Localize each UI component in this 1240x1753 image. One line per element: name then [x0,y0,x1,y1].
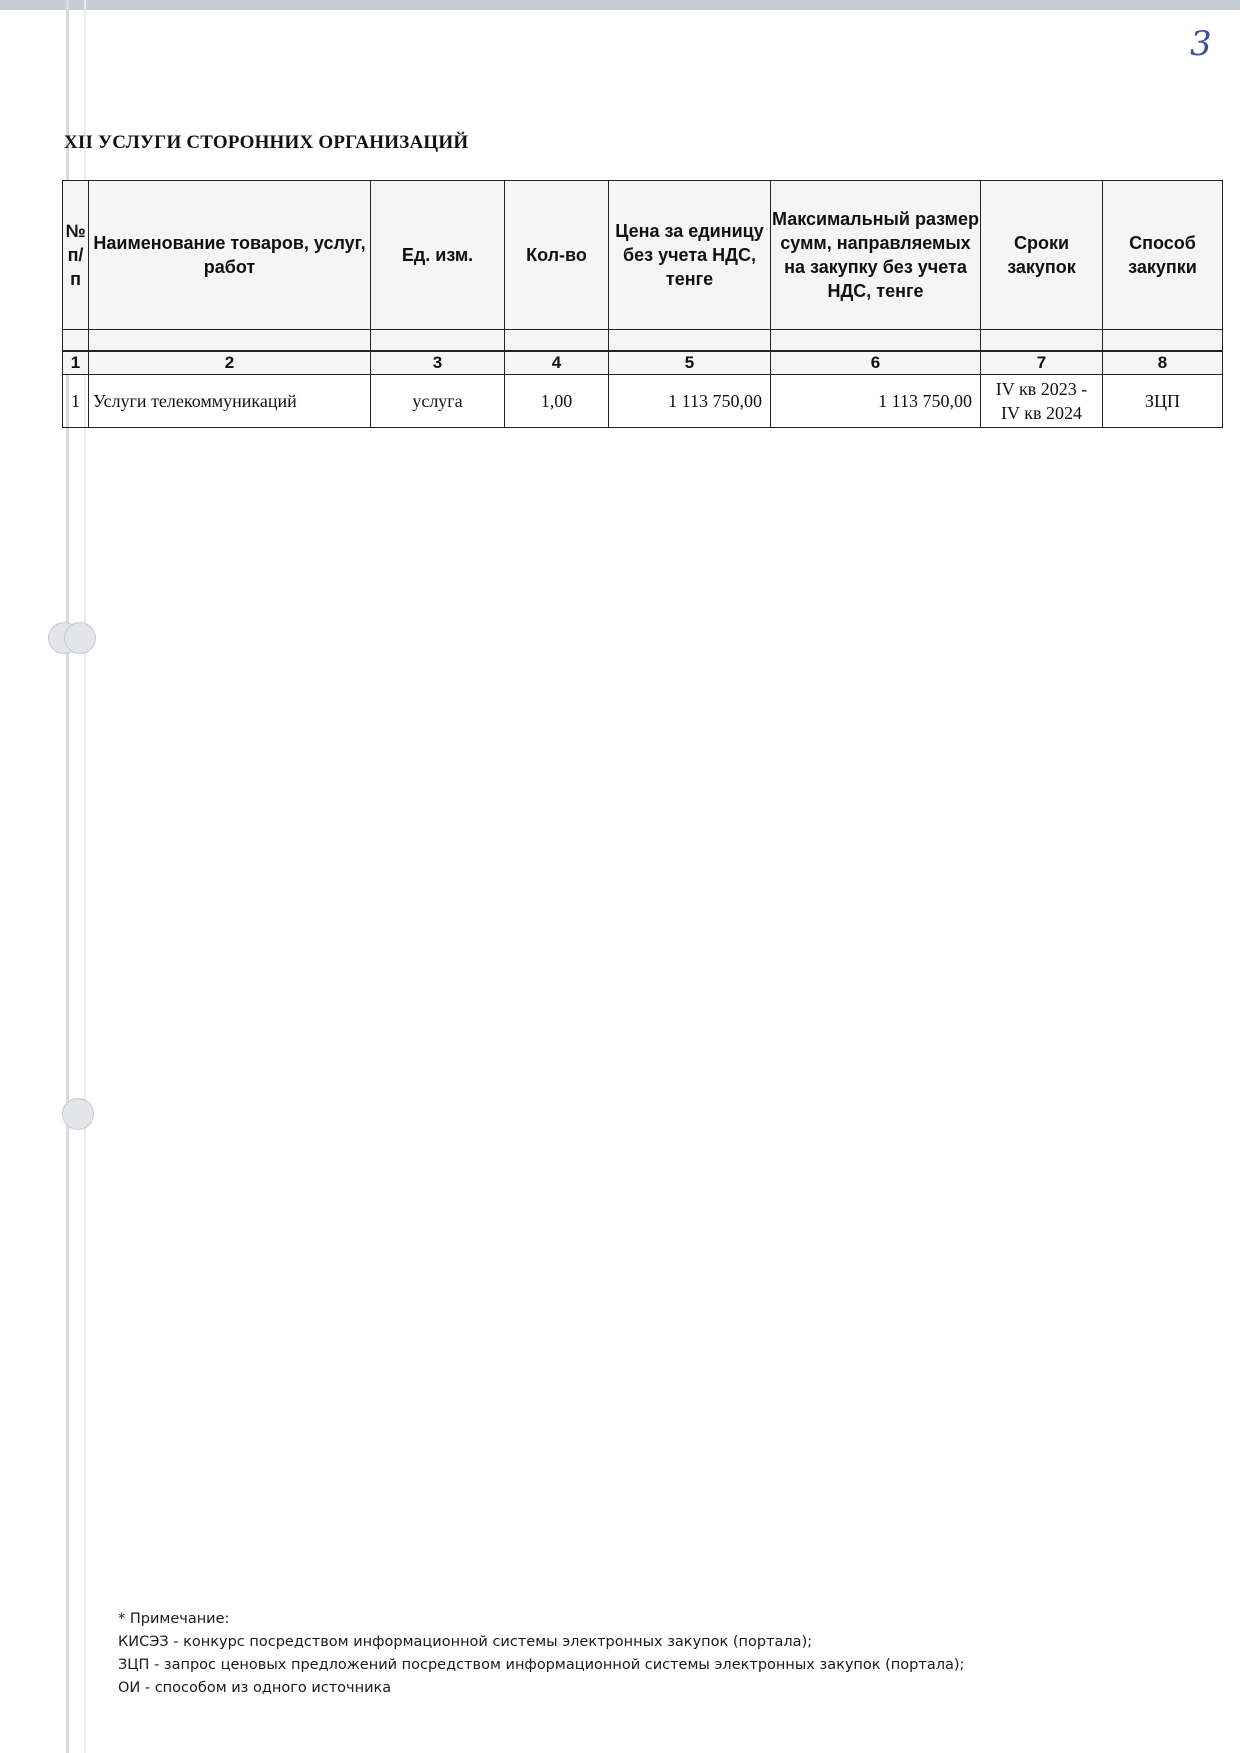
procurement-table [62,180,1223,428]
column-number: 1 [63,351,89,375]
table-header-row [63,181,1223,330]
column-number: 4 [505,351,609,375]
scan-top-edge [0,0,1240,10]
period-line-2: IV кв 2024 [1001,403,1082,423]
cell-period [981,375,1103,428]
cell-method: ЗЦП [1103,375,1223,428]
cell-num: 1 [63,375,89,428]
punch-hole-icon [64,622,96,654]
header-period: Сроки закупок [981,181,1103,330]
cell-qty: 1,00 [505,375,609,428]
column-number: 3 [371,351,505,375]
period-line-1: IV кв 2023 - [995,379,1088,399]
header-max-sum: Максимальный размер сумм, направляемых на закупку без учета НДС, тенге [771,181,981,330]
column-number: 6 [771,351,981,375]
header-num: № п/п [63,181,89,330]
column-number-row [63,351,1223,375]
cell-max-sum: 1 113 750,00 [771,375,981,428]
cell-name: Услуги телекоммуникаций [89,375,371,428]
header-name: Наименование товаров, услуг, работ [89,181,371,330]
footnote-line: ОИ - способом из одного источника [118,1680,392,1696]
handwritten-page-number: 3 [1190,24,1212,64]
cell-price: 1 113 750,00 [609,375,771,428]
footnote-heading: * Примечание: [118,1611,230,1627]
header-qty: Кол-во [505,181,609,330]
header-price: Цена за единицу без учета НДС, тенге [609,181,771,330]
column-number: 2 [89,351,371,375]
footnote-line: ЗЦП - запрос ценовых предложений посредством информационной системы электронных закупок (портала); [118,1657,965,1673]
section-title: XII УСЛУГИ СТОРОННИХ ОРГАНИЗАЦИЙ [64,132,469,153]
footnote [118,1608,964,1700]
cell-unit: услуга [371,375,505,428]
punch-hole-icon [62,1098,94,1130]
footnote-line: КИСЭЗ - конкурс посредством информационной системы электронных закупок (портала); [118,1634,813,1650]
column-number: 7 [981,351,1103,375]
header-method: Способ закупки [1103,181,1223,330]
column-number: 8 [1103,351,1223,375]
table-row [63,375,1223,428]
column-number: 5 [609,351,771,375]
table-spacer-row [63,330,1223,352]
header-unit: Ед. изм. [371,181,505,330]
